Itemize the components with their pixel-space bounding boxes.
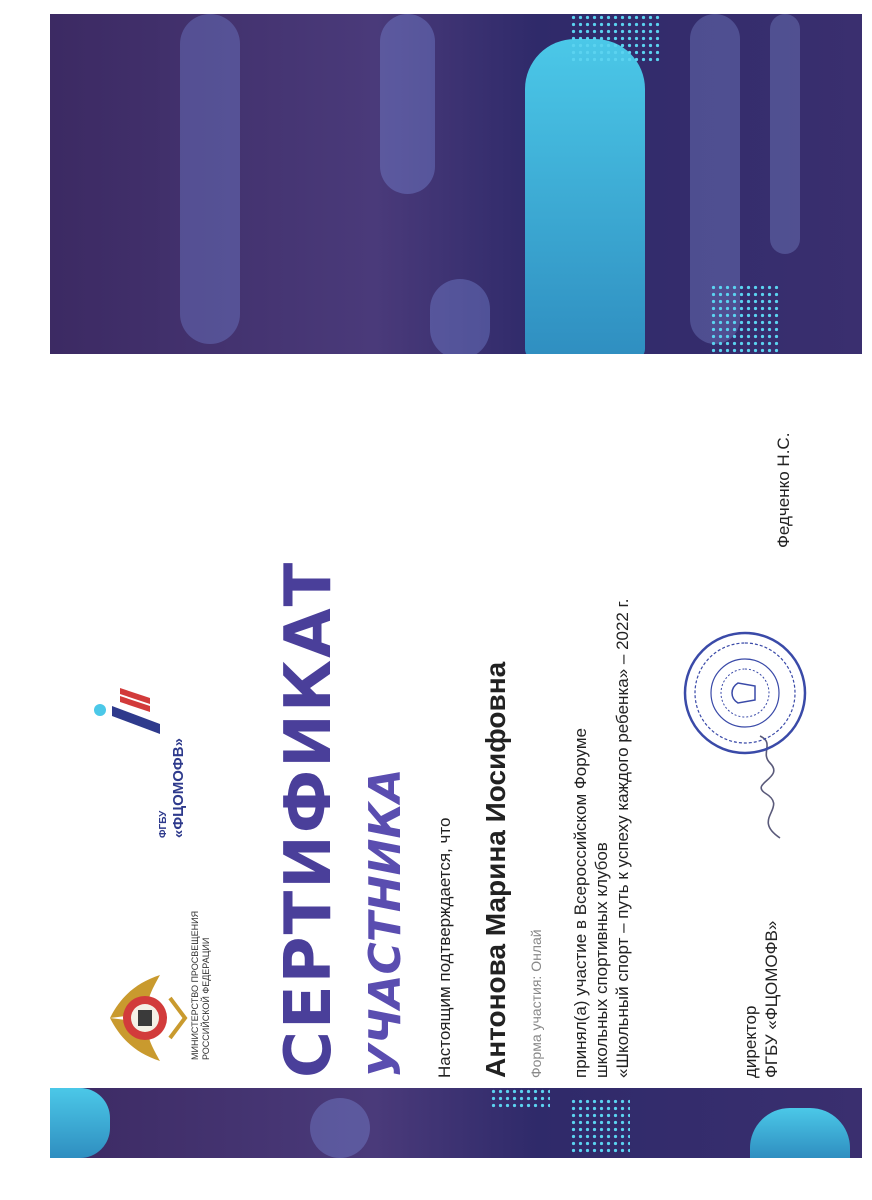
bottom-decorative-band — [50, 1088, 862, 1158]
ministry-name: МИНИСТЕРСТВО ПРОСВЕЩЕНИЯ РОССИЙСКОЙ ФЕДЕРАЦИИ — [190, 910, 211, 1060]
ministry-emblem-icon — [90, 963, 200, 1073]
top-decorative-band — [50, 14, 862, 354]
organization-name: «ФЦОМОФВ» — [170, 738, 187, 838]
signatory-position: директор ФГБУ «ФЦОМОФВ» — [741, 920, 781, 1078]
organization-prefix: ФГБУ — [158, 810, 169, 838]
official-seal-icon — [680, 628, 810, 758]
signatory-name: Федченко Н.С. — [774, 432, 793, 548]
certificate-title: СЕРТИФИКАТ — [272, 560, 346, 1078]
confirmation-text: Настоящим подтверждается, что — [435, 817, 454, 1078]
participant-name: Антонова Марина Иосифовна — [480, 661, 511, 1078]
certificate-content — [50, 354, 862, 1088]
fcomofv-logo-icon — [90, 678, 170, 758]
participation-form: Форма участия: Онлай — [528, 929, 544, 1078]
participation-statement: принял(а) участие в Всероссийском Форуме школьных спортивных клубов «Школьный спорт – путь к успеху каждого ребенка» – 2022 г. — [571, 598, 632, 1078]
certificate-subtitle: УЧАСТНИКА — [360, 768, 411, 1078]
